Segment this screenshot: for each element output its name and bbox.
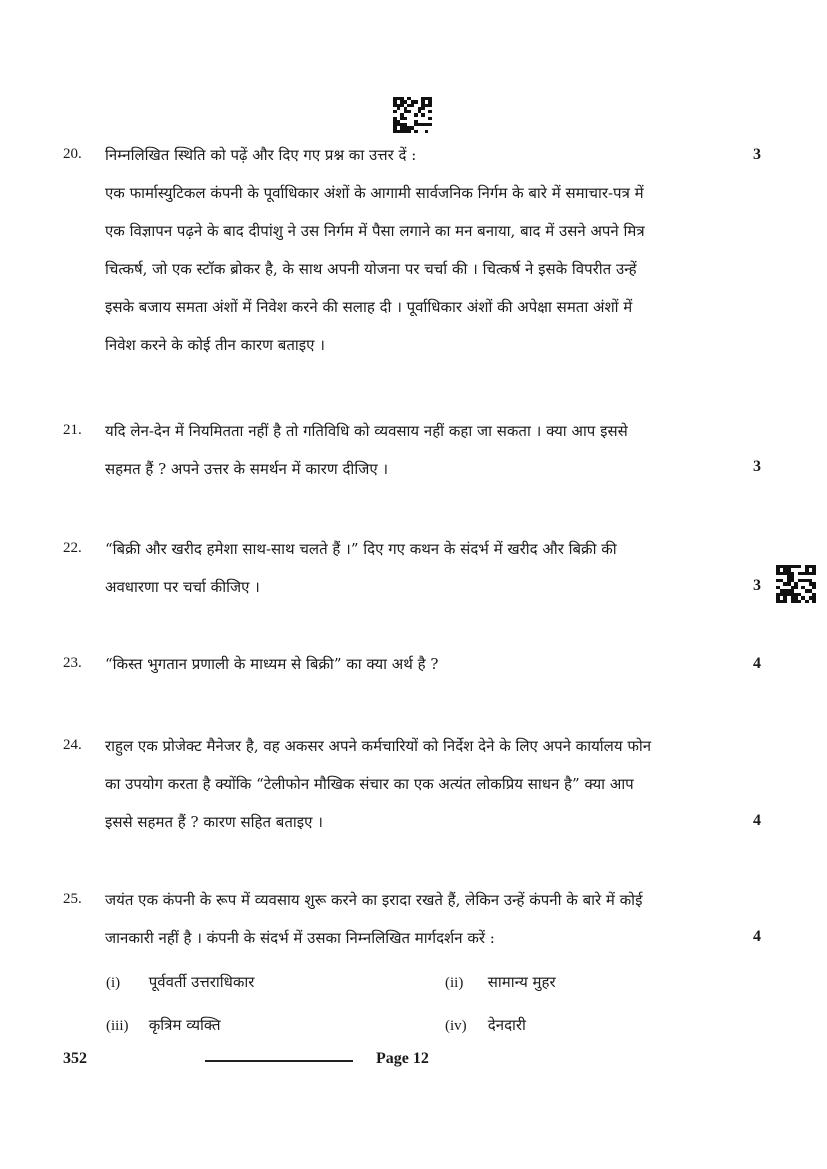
question-line: “किस्त भुगतान प्रणाली के माध्यम से बिक्री” का क्या अर्थ है ? bbox=[105, 655, 439, 673]
question-line: का उपयोग करता है क्योंकि “टेलीफोन मौखिक संचार का एक अत्यंत लोकप्रिय साधन है” क्या आप bbox=[105, 775, 634, 793]
marks: 3 bbox=[753, 458, 761, 475]
question-line: जयंत एक कंपनी के रूप में व्यवसाय शुरू करने का इरादा रखते हैं, लेकिन उन्हें कंपनी के बारे में कोई bbox=[105, 891, 643, 909]
question-text bbox=[105, 881, 725, 957]
marks: 3 bbox=[753, 146, 761, 163]
paper-code: 352 bbox=[63, 1050, 87, 1067]
question-line: इसके बजाय समता अंशों में निवेश करने की सलाह दी । पूर्वाधिकार अंशों की अपेक्षा समता अंशों में bbox=[105, 298, 633, 316]
question-text bbox=[105, 412, 725, 488]
question-number: 20. bbox=[63, 146, 82, 162]
marks: 3 bbox=[753, 577, 761, 594]
question-line: सहमत हैं ? अपने उत्तर के समर्थन में कारण दीजिए । bbox=[105, 460, 389, 478]
option-label: (iv) bbox=[445, 1018, 467, 1034]
marks: 4 bbox=[753, 928, 761, 945]
question-line: निम्नलिखित स्थिति को पढ़ें और दिए गए प्रश्न का उत्तर दें : bbox=[105, 146, 417, 164]
option-ii bbox=[445, 972, 556, 992]
option-label: (i) bbox=[106, 975, 121, 991]
question-text bbox=[105, 530, 725, 606]
question-line: चित्कर्ष, जो एक स्टॉक ब्रोकर है, के साथ अपनी योजना पर चर्चा की । चित्कर्ष ने इसके विपरीत उन्हें bbox=[105, 260, 637, 278]
question-number: 23. bbox=[63, 655, 82, 671]
marks: 4 bbox=[753, 812, 761, 829]
question-line: एक फार्मास्युटिकल कंपनी के पूर्वाधिकार अंशों के आगामी सार्वजनिक निर्गम के बारे में समाचार-पत्र में bbox=[105, 184, 644, 202]
option-text: पूर्ववर्ती उत्तराधिकार bbox=[148, 973, 255, 991]
question-number: 22. bbox=[63, 540, 82, 556]
question-text bbox=[105, 645, 725, 683]
question-line: एक विज्ञापन पढ़ने के बाद दीपांशु ने उस निर्गम में पैसा लगाने का मन बनाया, बाद में उसने अपने मित्र bbox=[105, 222, 645, 240]
question-text bbox=[105, 136, 725, 364]
option-label: (ii) bbox=[445, 975, 464, 991]
option-iii bbox=[106, 1015, 221, 1035]
option-iv bbox=[445, 1015, 526, 1035]
qr-code-icon bbox=[776, 565, 816, 603]
option-text: कृत्रिम व्यक्ति bbox=[148, 1016, 221, 1034]
qr-code-icon bbox=[393, 97, 432, 133]
marks: 4 bbox=[753, 655, 761, 672]
question-number: 25. bbox=[63, 891, 82, 907]
question-line: राहुल एक प्रोजेक्ट मैनेजर है, वह अकसर अपने कर्मचारियों को निर्देश देने के लिए अपने कार्यालय फोन bbox=[105, 737, 652, 755]
option-label: (iii) bbox=[106, 1018, 129, 1034]
question-line: यदि लेन-देन में नियमितता नहीं है तो गतिविधि को व्यवसाय नहीं कहा जा सकता । क्या आप इससे bbox=[105, 422, 628, 440]
question-line: “बिक्री और खरीद हमेशा साथ-साथ चलते हैं ।” दिए गए कथन के संदर्भ में खरीद और बिक्री की bbox=[105, 540, 617, 558]
question-line: अवधारणा पर चर्चा कीजिए । bbox=[105, 578, 260, 596]
question-number: 24. bbox=[63, 737, 82, 753]
question-line: निवेश करने के कोई तीन कारण बताइए । bbox=[105, 336, 325, 354]
question-line: इससे सहमत हैं ? कारण सहित बताइए । bbox=[105, 813, 323, 831]
option-text: देनदारी bbox=[487, 1016, 526, 1034]
option-text: सामान्य मुहर bbox=[487, 973, 556, 991]
question-text bbox=[105, 727, 725, 841]
question-line: जानकारी नहीं है । कंपनी के संदर्भ में उसका निम्नलिखित मार्गदर्शन करें : bbox=[105, 929, 495, 947]
footer-divider bbox=[205, 1060, 353, 1062]
page-number: Page 12 bbox=[376, 1050, 429, 1067]
option-i bbox=[106, 972, 254, 992]
question-number: 21. bbox=[63, 422, 82, 438]
